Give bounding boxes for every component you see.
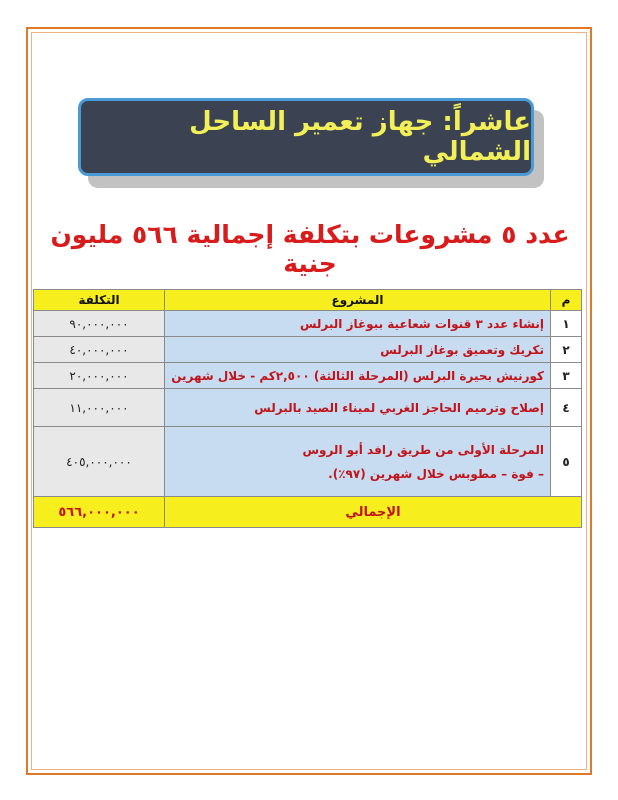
- banner-title: عاشراً: جهاز تعمير الساحل الشمالي: [78, 98, 534, 176]
- header-cost: التكلفة: [34, 290, 165, 311]
- table-row: [34, 363, 582, 389]
- projects-table: [33, 289, 582, 528]
- total-label: الإجمالي: [165, 497, 582, 528]
- row-cost: ١١,٠٠٠,٠٠٠: [34, 389, 165, 427]
- row-project: إنشاء عدد ٣ قنوات شعاعية ببوغاز البرلس: [165, 311, 551, 337]
- table-row: [34, 311, 582, 337]
- row-cost: ٩٠,٠٠٠,٠٠٠: [34, 311, 165, 337]
- table-row: [34, 427, 582, 497]
- row-num: ٥: [551, 427, 582, 497]
- header-project: المشروع: [165, 290, 551, 311]
- table-header-row: [34, 290, 582, 311]
- header-num: م: [551, 290, 582, 311]
- row-num: ١: [551, 311, 582, 337]
- row-project: كورنيش بحيرة البرلس (المرحلة الثالثة) ٢,٥٠٠كم - خلال شهرين: [165, 363, 551, 389]
- row-cost: ٢٠,٠٠٠,٠٠٠: [34, 363, 165, 389]
- row-project: إصلاح وترميم الحاجز الغربي لميناء الصيد بالبرلس: [165, 389, 551, 427]
- row-project-line1: المرحلة الأولى من طريق رافد أبو الروس: [302, 442, 544, 457]
- row-cost: ٤٠,٠٠٠,٠٠٠: [34, 337, 165, 363]
- row-num: ٣: [551, 363, 582, 389]
- table-row: [34, 337, 582, 363]
- banner: [78, 98, 542, 184]
- row-project: تكريك وتعميق بوغاز البرلس: [165, 337, 551, 363]
- row-cost: ٤٠٥,٠٠٠,٠٠٠: [34, 427, 165, 497]
- row-num: ٤: [551, 389, 582, 427]
- row-num: ٢: [551, 337, 582, 363]
- row-project-line2: – فوة – مطوبس خلال شهرين (٩٧٪).: [328, 466, 544, 481]
- row-project: [165, 427, 551, 497]
- subtitle: عدد ٥ مشروعات بتكلفة إجمالية ٥٦٦ مليون جنية: [50, 220, 570, 278]
- table-total-row: [34, 497, 582, 528]
- table-row: [34, 389, 582, 427]
- total-cost: ٥٦٦,٠٠٠,٠٠٠: [34, 497, 165, 528]
